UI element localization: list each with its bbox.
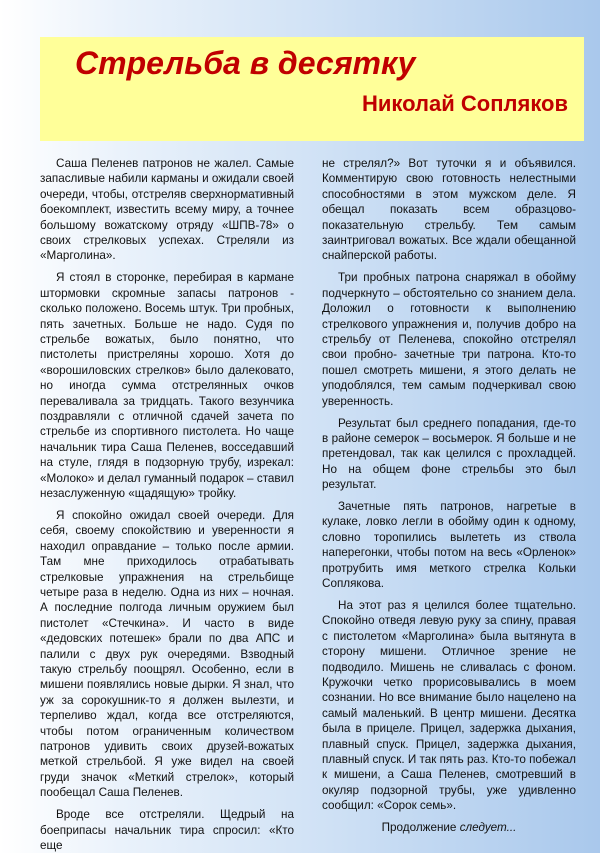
paragraph: Я стоял в сторонке, перебирая в кармане штормовки скромные запасы патронов - сколько положено. Восемь штук. Три пробных, пять зачетных. Больше не надо. Судя по стрельбе вожатых, было понятно, что пистолеты пристреляны хорошо. Хотя до «ворошиловских стрелков» было далековато, но иногда сумма отстрелянных очков переваливала за тридцать. Такого везунчика поздравляли с отличной сдачей зачета по стрельбе из спортивного пистолета. Но чаще начальник тира Саша Пеленев, восседавший на стуле, глядя в подзорную трубу, изрекал: «Молоко» и делал гуманный подарок – ставил незаслуженную «щадящую» тройку. bbox=[40, 271, 294, 501]
continued-prefix: Продолжение bbox=[381, 821, 460, 835]
paragraph: Саша Пеленев патронов не жалел. Самые запасливые набили карманы и ожидали своей очереди, чтобы, отстреляв сверхнормативный боекомплект, известить всему миру, а точнее большому вожатскому отряду «ШПВ-78» о своих стрелковых успехах. Стреляли из «Марголина». bbox=[40, 157, 294, 263]
right-column bbox=[322, 156, 576, 835]
paragraph-continuation: не стрелял?» Вот туточки я и объявился. Комментирую свою готовность нелестными способностями в этом мужском деле. Я обещал показать всем образцово- показательную стрельбу. Тем самым заинтриговал вожатых. Все ждали обещанной снайперской работы. bbox=[322, 157, 576, 263]
paragraph: Результат был среднего попадания, где-то в районе семерок – восьмерок. Я больше и не претендовал, так как целился с прохладцей. Но на общем фоне стрельбы это был результат. bbox=[322, 416, 576, 492]
paragraph: Зачетные пять патронов, нагретые в кулаке, ловко легли в обойму один к одному, словно торопились вылететь из ствола наперегонки, чтобы потом на весь «Орленок» протрубить имя меткого стрелка Кольки Соплякова. bbox=[322, 500, 576, 591]
article-author: Николай Сопляков bbox=[362, 91, 568, 116]
paragraph: Я спокойно ожидал своей очереди. Для себя, своему спокойствию и уверенности я находил оправдание – только после армии. Там мне приходилось отрабатывать стрелковые упражнения на стрельбище четыре раза в неделю. Одна из них – ночная. А последние полгода личным оружием был пистолет «Стечкина». И часто в виде «дедовских потешек» брали по два АПС и палили с двух рук очередями. Взводный такую стрельбу поощрял. Особенно, если в мишени появлялись новые дырки. Я знал, что уж за сорокушник-то я должен вылезти, и терпеливо ждал, когда все отстреляются, чтобы потом ограниченным количеством патронов удивить своих друзей-вожатых меткой стрельбой. Я уже видел на своей груди значок «Меткий стрелок», который пообещал Саша Пеленев. bbox=[40, 508, 294, 800]
continued-note bbox=[322, 820, 576, 835]
paragraph: На этот раз я целился более тщательно. Спокойно отведя левую руку за спину, правая с пистолетом «Марголина» была вытянута в сторону мишени. Отличное зрение не подводило. Мишень не сливалась с фоном. Кружочки четко прорисовывались в моем сознании. Но все внимание было нацелено на самый маленький. В центр мишени. Десятка была в прицеле. Прицел, задержка дыхания, плавный спуск. Прицел, задержка дыхания, плавный спуск. И так пять раз. Кто-то побежал к мишени, а Саша Пеленев, смотревший в окуляр подзорной трубы, уже удивленно сообщил: «Сорок семь». bbox=[322, 598, 576, 813]
paragraph: Вроде все отстреляли. Щедрый на боеприпасы начальник тира спросил: «Кто еще bbox=[40, 808, 294, 852]
title-banner bbox=[40, 37, 584, 141]
paragraph: Три пробных патрона снаряжал в обойму подчеркнуто – обстоятельно со знанием дела. Доложил о готовности к выполнению стрелкового упражнения и, получив добро на стрельбу от Пеленева, спокойно отстрелял свои пробно- зачетные три патрона. Кто-то пошел смотреть мишени, я этого делать не уподоблялся, тем самым подчеркивал свою уверенность. bbox=[322, 271, 576, 408]
article-body bbox=[40, 156, 576, 852]
article-title: Стрельба в десятку bbox=[75, 45, 416, 81]
left-column bbox=[40, 156, 294, 852]
continued-suffix: следует... bbox=[459, 821, 517, 835]
